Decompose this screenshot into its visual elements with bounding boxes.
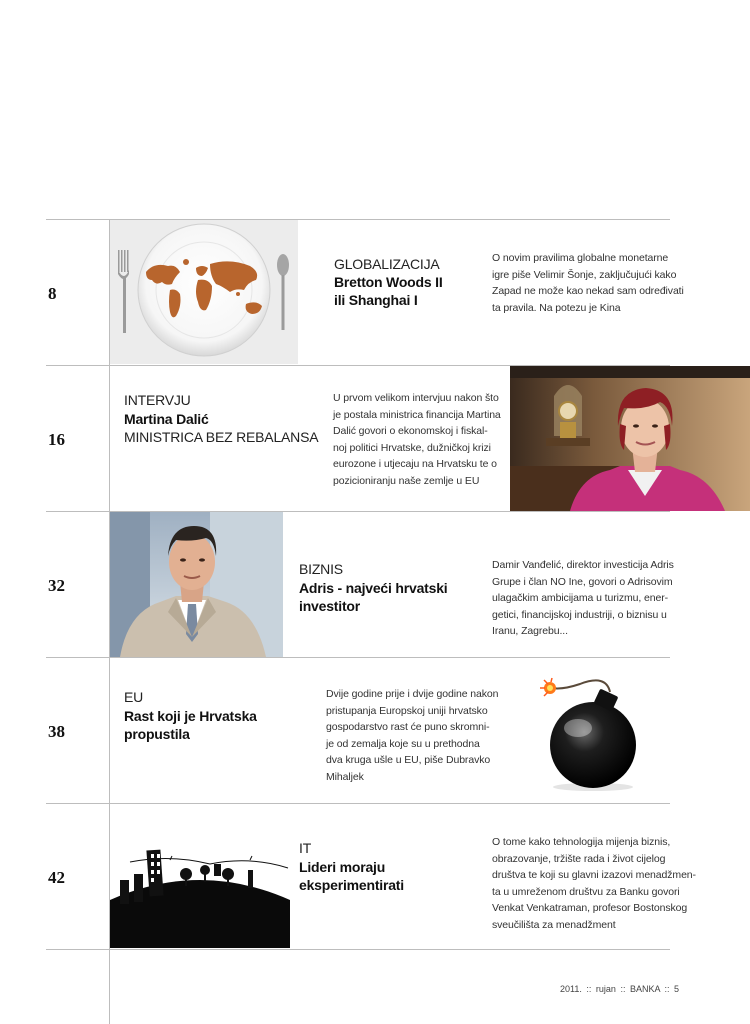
article-description: O novim pravilima globalne monetarne igre piše Velimir Šonje, zaključujući kako Zapad ne može kao nekad sam određivati ta pravila. Na potezu je Kina: [492, 252, 684, 314]
footer-month: rujan: [595, 984, 616, 994]
row-divider: [46, 803, 670, 804]
plate-world-map-icon: [110, 220, 298, 364]
page-number: 8: [48, 284, 57, 303]
section-category: BIZNIS: [299, 561, 343, 577]
footer-separator: ::: [664, 984, 670, 994]
footer-magazine: BANKA: [629, 984, 660, 994]
footer-page-number: 5: [674, 984, 680, 994]
row-divider: [46, 657, 670, 658]
article-title: Lideri moraju eksperimentirati: [299, 859, 404, 893]
article-title: Adris - najveći hrvatski investitor: [299, 580, 448, 614]
article-description: U prvom velikom intervjuu nakon što je postala ministrica financija Martina Dalić govori o ekonomskoj i fiskal- noj politici Hrvatske, dužničkoj krizi eurozone i utjecaju na Hrvatsku te o pozicioniranju naše zemlje u EU: [333, 392, 501, 487]
section-category: EU: [124, 689, 144, 705]
row-divider: [46, 949, 670, 950]
section-category: INTERVJU: [124, 392, 191, 408]
city-hill-silhouette-icon: [110, 820, 290, 948]
article-description: Damir Vanđelić, direktor investicija Adris Grupe i član NO Ine, govori o Adrisovim ulagačkim ambicijama u turizmu, ener- getici, financijskoj industriji, o biznisu u Iranu, Zagrebu...: [492, 559, 674, 637]
article-title: Bretton Woods II ili Shanghai I: [334, 274, 443, 308]
article-title: Rast koji je Hrvatska propustila: [124, 708, 257, 742]
article-title: Martina Dalić: [124, 411, 209, 427]
bomb-icon: [530, 670, 650, 795]
page-number: 16: [48, 430, 65, 449]
article-description: O tome kako tehnologija mijenja biznis, obrazovanje, tržište rada i život cijelog društva te koji su glavni izazovi menadžmen- ta u umreženom društvu za Banku govori Venkat Venkatraman, profesor Bostonskog sveučilišta za menadžment: [492, 836, 696, 931]
footer-year: 2011.: [560, 984, 582, 994]
page-number: 32: [48, 576, 65, 595]
article-subtitle: MINISTRICA BEZ REBALANSA: [124, 429, 319, 445]
page-number: 42: [48, 868, 65, 887]
footer-separator: ::: [620, 984, 626, 994]
page-footer: [560, 984, 679, 994]
woman-portrait-photo: [510, 366, 750, 511]
article-description: Dvije godine prije i dvije godine nakon pristupanja Europskoj uniji hrvatsko gospodarstvo rast će puno skromni- je od zemalja koje su u prethodna dva kruga ušle u EU, piše Dubravko Mihaljek: [326, 688, 499, 783]
section-category: IT: [299, 840, 312, 856]
footer-separator: ::: [586, 984, 592, 994]
section-category: GLOBALIZACIJA: [334, 256, 440, 272]
page-number: 38: [48, 722, 65, 741]
man-portrait-photo: [110, 512, 283, 657]
